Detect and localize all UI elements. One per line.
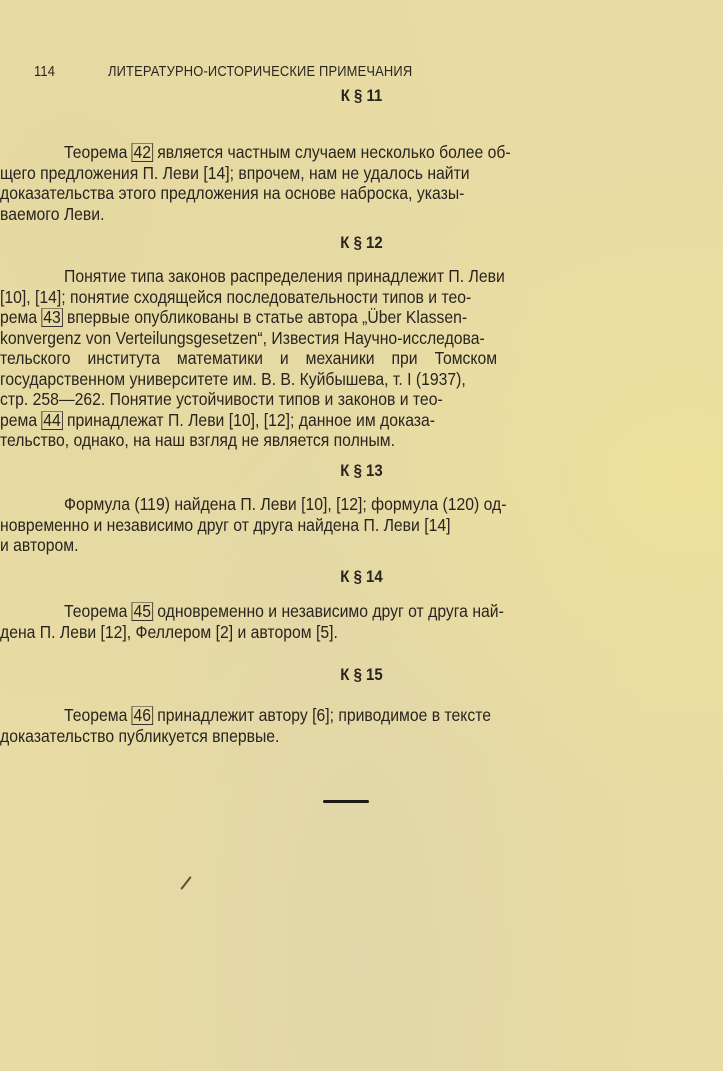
pencil-mark: [180, 876, 191, 890]
text-line: и автором.: [0, 535, 79, 555]
text-line: Понятие типа законов распределения принадлежит П. Леви: [64, 266, 505, 286]
section-14-paragraph: [0, 601, 664, 642]
text-line: Теорема 42 является частным случаем несколько более об-: [64, 142, 511, 162]
text-line: Формула (119) найдена П. Леви [10], [12]; формула (120) од-: [64, 494, 507, 514]
text-line: konvergenz von Verteilungsgesetzen“, Известия Научно-исследова-: [0, 327, 485, 348]
text-line: доказательства этого предложения на основе наброска, указы-: [0, 183, 465, 203]
section-15-paragraph: [0, 705, 664, 746]
section-heading-14: К § 14: [340, 567, 383, 586]
theorem-ref-44: 44: [43, 409, 61, 430]
section-heading-11: К § 11: [340, 86, 383, 105]
text-line: тельского института математики и механики при Томском: [0, 348, 498, 368]
theorem-ref-46: 46: [133, 705, 152, 725]
running-head: [34, 63, 592, 80]
end-rule-divider: [323, 800, 369, 803]
section-heading-13: К § 13: [340, 461, 383, 480]
text-line: рема 44 принадлежат П. Леви [10], [12]; данное им доказа-: [0, 409, 436, 430]
text-line: доказательство публикуется впервые.: [0, 725, 280, 746]
section-heading-12: К § 12: [340, 233, 383, 252]
theorem-ref-45: 45: [133, 601, 152, 621]
text-line: новременно и независимо друг от друга найдена П. Леви [14]: [0, 514, 451, 535]
section-12-paragraph: [0, 266, 664, 451]
text-line: щего предложения П. Леви [14]; впрочем, нам не удалось найти: [0, 162, 470, 183]
page-number: 114: [34, 63, 56, 80]
text-line: Теорема 46 принадлежит автору [6]; приводимое в тексте: [64, 705, 492, 725]
theorem-ref-43: 43: [43, 307, 61, 327]
text-line: [10], [14]; понятие сходящейся последовательности типов и тео-: [0, 286, 472, 307]
text-line: тельство, однако, на наш взгляд не является полным.: [0, 430, 396, 450]
running-title: ЛИТЕРАТУРНО-ИСТОРИЧЕСКИЕ ПРИМЕЧАНИЯ: [107, 63, 413, 80]
text-line: стр. 258—262. Понятие устойчивости типов и законов и тео-: [0, 389, 443, 409]
text-line: государственном университете им. В. В. Куйбышева, т. I (1937),: [0, 368, 466, 389]
section-13-paragraph: [0, 494, 664, 556]
text-line: ваемого Леви.: [0, 203, 105, 224]
text-line: Теорема 45 одновременно и независимо друг от друга най-: [64, 601, 504, 621]
section-11-paragraph: [0, 142, 664, 224]
section-heading-15: К § 15: [340, 665, 383, 684]
theorem-ref-42: 42: [133, 142, 152, 162]
text-line: рема 43 впервые опубликованы в статье автора „Über Klassen-: [0, 307, 468, 327]
text-line: дена П. Леви [12], Феллером [2] и автором [5].: [0, 621, 338, 642]
